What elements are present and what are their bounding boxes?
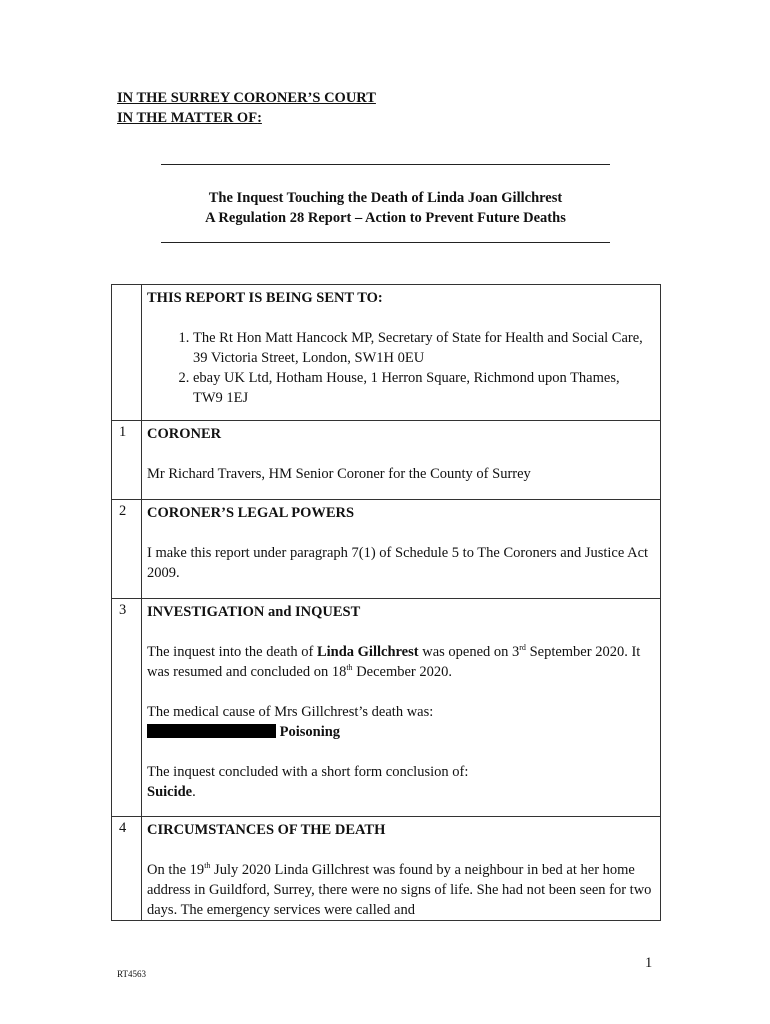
row-number: [112, 285, 142, 421]
matter-heading: [117, 109, 262, 128]
document-reference: RT4563: [117, 969, 146, 979]
section-heading: CORONER’S LEGAL POWERS: [147, 505, 355, 521]
text-fragment: .: [192, 784, 196, 800]
circumstances-cell: [142, 817, 661, 921]
investigation-cell: [142, 599, 661, 817]
row-number: 4: [112, 817, 142, 921]
title-rule-bottom: [161, 242, 610, 243]
section-heading: INVESTIGATION and INQUEST: [147, 604, 361, 620]
text-fragment: September 2020. It was resumed and concluded on 18: [147, 644, 641, 680]
ordinal-suffix: th: [204, 861, 211, 870]
text-fragment: The inquest into the death of: [147, 644, 317, 660]
row-number: 1: [112, 421, 142, 500]
recipients-heading: THIS REPORT IS BEING SENT TO:: [147, 290, 383, 306]
court-name: IN THE SURREY CORONER’S COURT: [117, 90, 376, 106]
recipients-list: [147, 328, 652, 408]
conclusion-value: Suicide: [147, 784, 193, 800]
recipient-item: 2. ebay UK Ltd, Hotham House, 1 Herron Square, Richmond upon Thames, TW9 1EJ: [193, 368, 652, 408]
report-title-line1: The Inquest Touching the Death of Linda Joan Gillchrest: [208, 190, 563, 206]
court-heading: [117, 89, 376, 108]
report-table: [111, 284, 661, 921]
section-text: Mr Richard Travers, HM Senior Coroner for the County of Surrey: [147, 466, 531, 482]
cause-of-death: Poisoning: [279, 724, 341, 740]
redaction-block: [147, 724, 276, 738]
section-row-investigation: [112, 599, 661, 817]
report-title-line2: A Regulation 28 Report – Action to Prevent Future Deaths: [205, 210, 566, 226]
row-number: 3: [112, 599, 142, 817]
text-fragment: July 2020 Linda Gillchrest was found by a neighbour in bed at her home address in Guildford, Surrey, there were no signs of life. She had not been seen for two days. The emergency services were called and: [147, 862, 652, 918]
text-fragment: On the 19: [147, 862, 205, 878]
section-row-coroner: [112, 421, 661, 500]
page-number: 1: [645, 955, 653, 971]
section-heading: CIRCUMSTANCES OF THE DEATH: [147, 822, 386, 838]
recipients-cell: [142, 285, 661, 421]
text-fragment: was opened on 3: [418, 644, 520, 660]
section-heading: CORONER: [147, 426, 222, 442]
ordinal-suffix: rd: [519, 643, 526, 652]
title-rule-top: [161, 164, 610, 165]
cause-line: [147, 722, 652, 742]
text-fragment: December 2020.: [352, 664, 453, 680]
conclusion-line: [147, 782, 652, 802]
conclusion-intro: The inquest concluded with a short form conclusion of:: [147, 764, 469, 780]
section-row-legal-powers: [112, 500, 661, 599]
inquest-dates-paragraph: [147, 642, 652, 682]
circumstances-paragraph: [147, 860, 652, 920]
coroner-cell: [142, 421, 661, 500]
cause-intro: The medical cause of Mrs Gillchrest’s death was:: [147, 704, 434, 720]
section-row-circumstances: [112, 817, 661, 921]
row-number: 2: [112, 500, 142, 599]
ordinal-suffix: th: [346, 663, 353, 672]
recipient-item: 1. The Rt Hon Matt Hancock MP, Secretary of State for Health and Social Care, 39 Victoria Street, London, SW1H 0EU: [193, 328, 652, 368]
section-text: I make this report under paragraph 7(1) of Schedule 5 to The Coroners and Justice Act 2009.: [147, 545, 649, 581]
deceased-name: Linda Gillchrest: [316, 644, 419, 660]
recipients-row: [112, 285, 661, 421]
legal-powers-cell: [142, 500, 661, 599]
matter-label: IN THE MATTER OF: [117, 110, 258, 126]
matter-colon: :: [257, 110, 262, 126]
